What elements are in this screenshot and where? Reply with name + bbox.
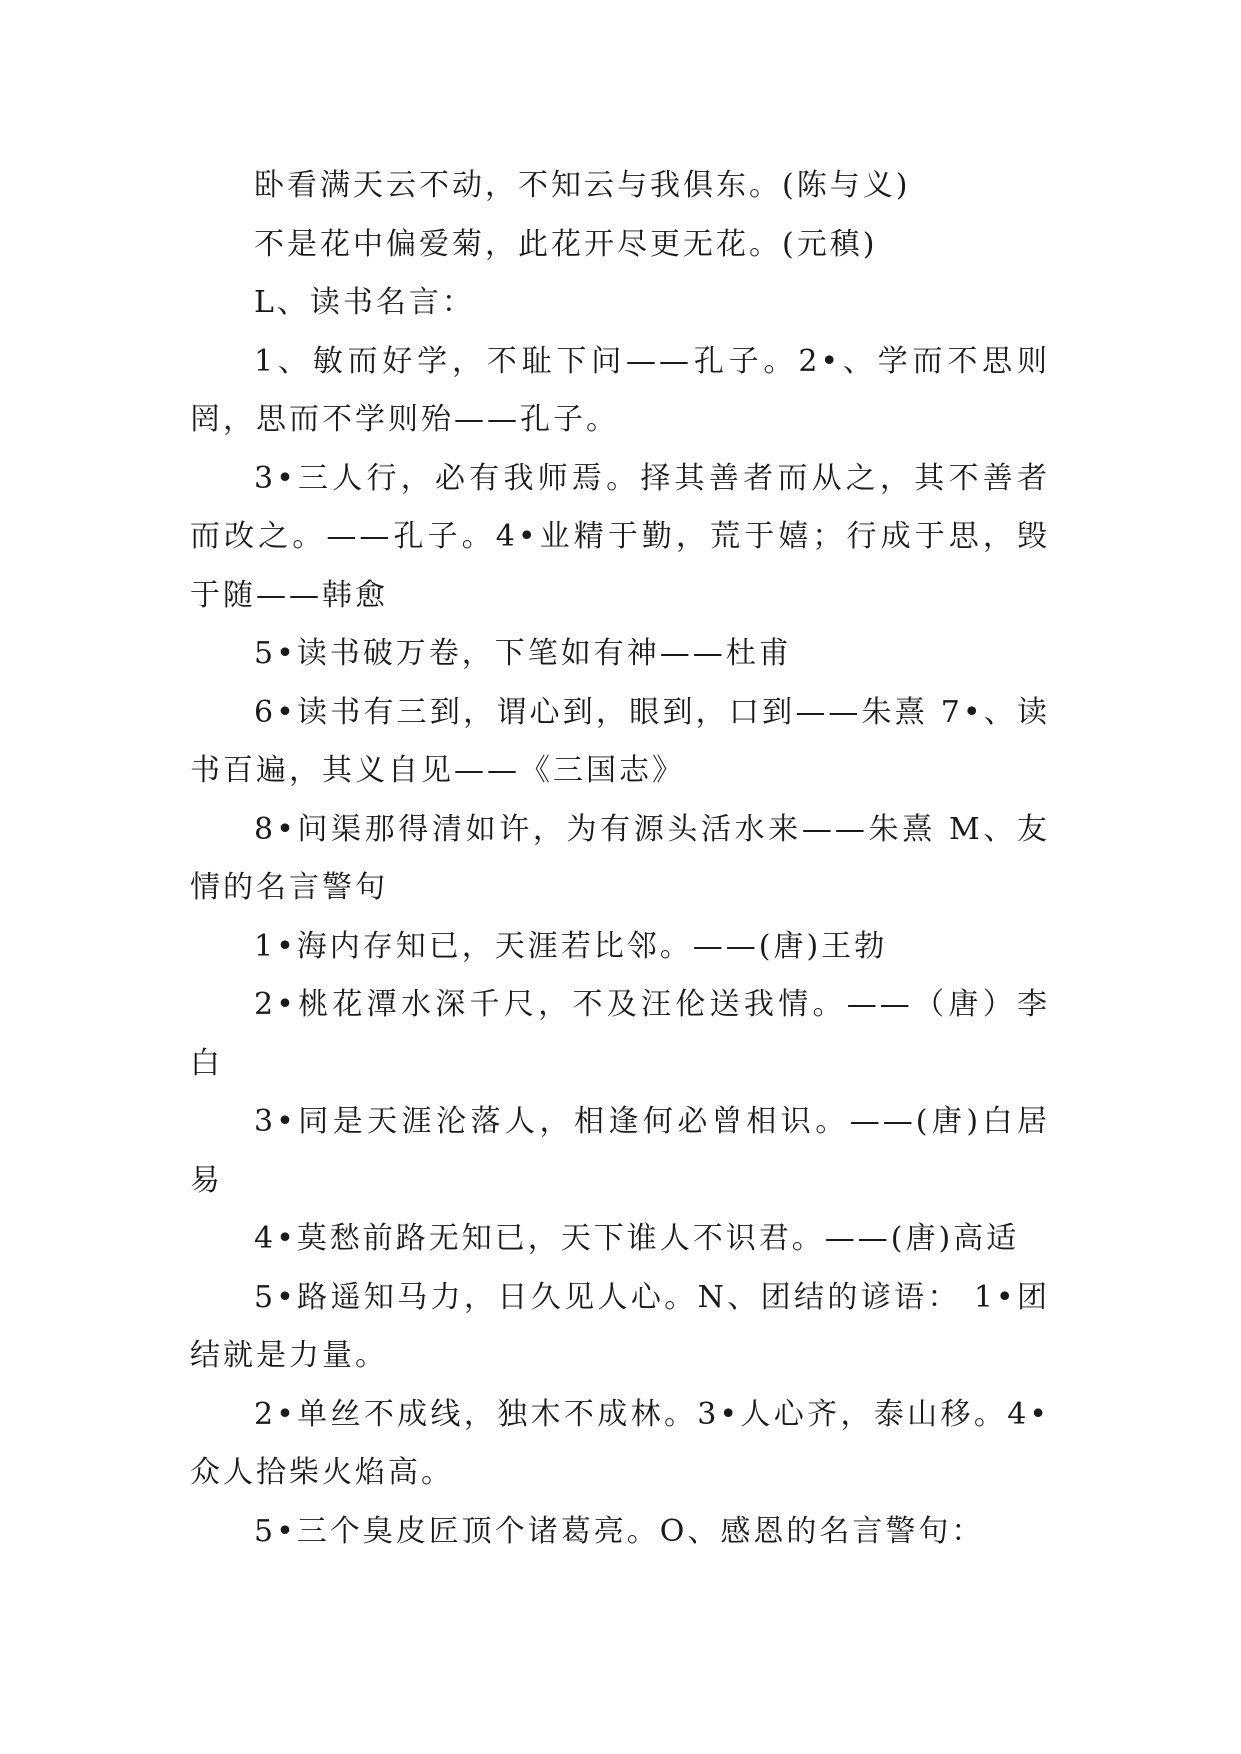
text-paragraph-15: 5•三个臭皮匠顶个诸葛亮。O、感恩的名言警句： xyxy=(254,1513,985,1549)
text-paragraph-9: 1•海内存知已，天涯若比邻。——(唐)王勃 xyxy=(254,928,888,964)
text-paragraph-7: 6•读书有三到，谓心到，眼到，口到——朱熹 7•、读书百遍，其义自见——《三国志》 xyxy=(190,694,1050,788)
section-heading-reading-quotes: L、读书名言： xyxy=(254,285,475,320)
text-paragraph-6: 5•读书破万卷，下笔如有神——杜甫 xyxy=(254,636,792,671)
text-paragraph-10: 2•桃花潭水深千尺，不及汪伦送我情。——（唐）李白 xyxy=(190,987,1050,1081)
text-paragraph-2: 不是花中偏爱菊，此花开尽更无花。(元稹) xyxy=(254,226,878,262)
text-paragraph-8: 8•问渠那得清如许，为有源头活水来——朱熹 M、友情的名言警句 xyxy=(190,811,1050,905)
text-paragraph-5: 3•三人行，必有我师焉。择其善者而从之，其不善者而改之。——孔子。4•业精于勤，荒于嬉；行成于思，毁于随——韩愈 xyxy=(190,460,1050,613)
text-paragraph-14: 2•单丝不成线，独木不成林。3•人心齐，泰山移。4•众人拾柴火焰高。 xyxy=(190,1396,1050,1490)
text-paragraph-12: 4•莫愁前路无知已，天下谁人不识君。——(唐)高适 xyxy=(254,1221,1020,1256)
text-paragraph-11: 3•同是天涯沦落人，相逢何必曾相识。——(唐)白居易 xyxy=(190,1104,1050,1198)
text-paragraph-1: 卧看满天云不动，不知云与我俱东。(陈与义) xyxy=(254,168,911,203)
text-paragraph-4: 1、敏而好学，不耻下问——孔子。2•、学而不思则罔，思而不学则殆——孔子。 xyxy=(190,343,1050,437)
document-page xyxy=(190,157,1050,1561)
text-paragraph-13: 5•路遥知马力，日久见人心。N、团结的谚语： 1•团结就是力量。 xyxy=(190,1279,1050,1373)
